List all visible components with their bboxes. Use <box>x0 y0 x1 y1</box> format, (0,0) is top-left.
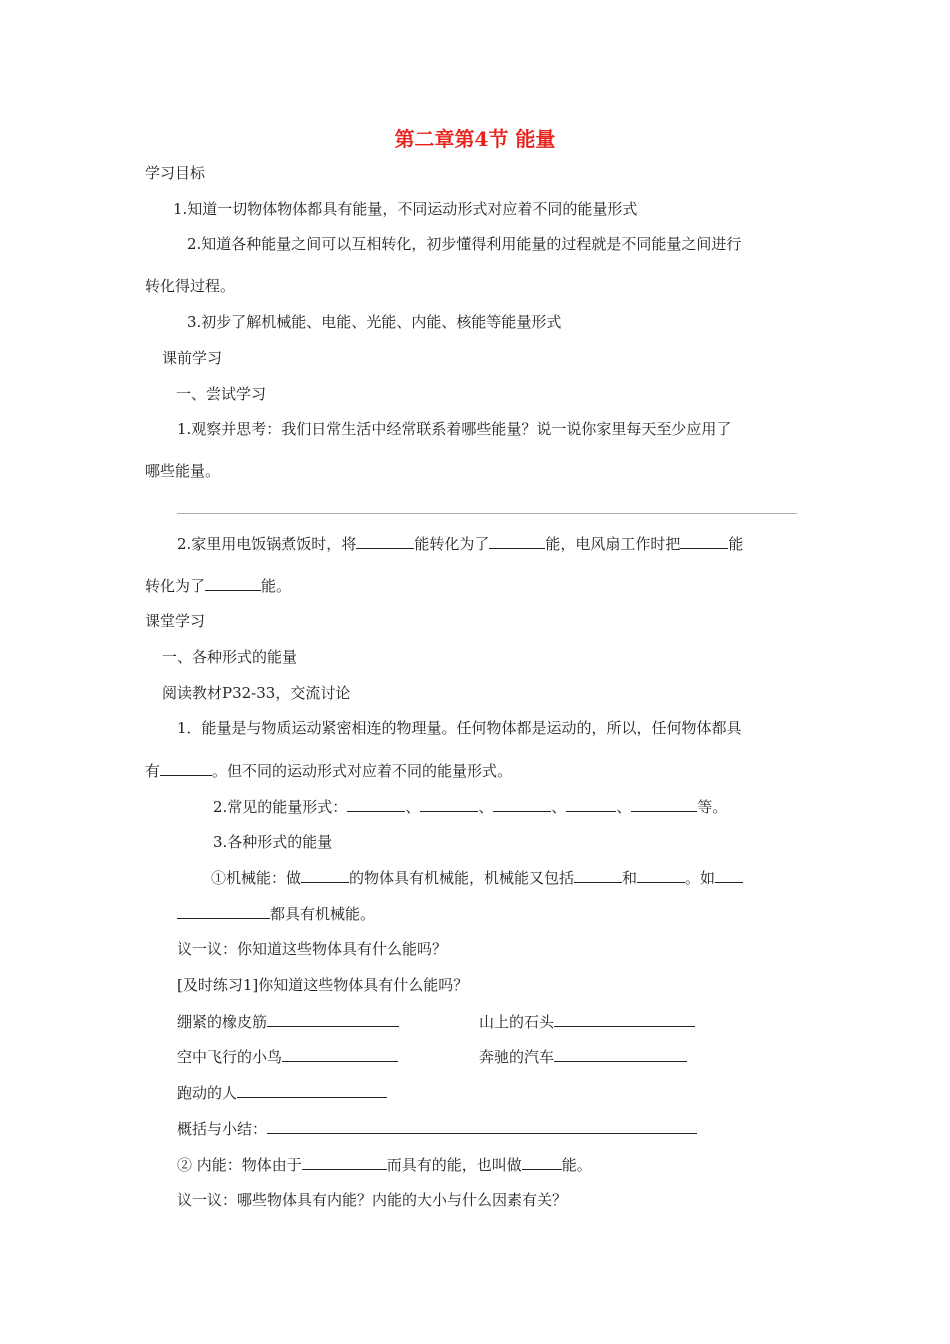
fill-blank[interactable] <box>237 1082 387 1098</box>
pre-heading: 课前学习 <box>162 349 223 367</box>
fill-blank[interactable] <box>554 1046 687 1062</box>
practice-1: [及时练习1]你知道这些物体具有什么能吗？ <box>177 976 469 994</box>
class-point-1-line2: 有 。但不同的运动形式对应着不同的能量形式。 <box>145 762 513 780</box>
fill-blank[interactable] <box>715 867 743 883</box>
answer-line <box>177 513 797 514</box>
pre-question-1-line2: 哪些能量。 <box>145 462 221 480</box>
fill-blank[interactable] <box>420 796 478 812</box>
mechanical-energy-line1: ①机械能：做 的物体具有机械能，机械能又包括 和 。如 <box>211 867 743 888</box>
discuss-1: 议一议：你知道这些物体具有什么能吗？ <box>177 940 448 958</box>
goals-heading: 学习目标 <box>145 164 206 182</box>
fill-blank[interactable] <box>347 796 405 812</box>
internal-energy: ② 内能：物体由于 而具有的能，也叫做 能。 <box>177 1156 592 1174</box>
fill-blank[interactable] <box>177 903 270 919</box>
fill-blank[interactable] <box>493 796 551 812</box>
fill-blank[interactable] <box>301 867 349 883</box>
fill-blank[interactable] <box>574 867 622 883</box>
class-point-3: 3.各种形式的能量 <box>213 833 333 851</box>
fill-blank[interactable] <box>267 1011 399 1027</box>
example-stone: 山上的石头 <box>479 1011 695 1032</box>
pre-subheading: 一、尝试学习 <box>176 385 267 403</box>
example-car: 奔驰的汽车 <box>479 1046 687 1067</box>
class-point-2: 2.常见的能量形式： 、 、 、 、 等。 <box>213 798 728 816</box>
fill-blank[interactable] <box>680 533 728 549</box>
fill-blank[interactable] <box>637 867 685 883</box>
goal-3: 3.初步了解机械能、电能、光能、内能、核能等能量形式 <box>187 313 562 331</box>
goal-2-line1: 2.知道各种能量之间可以互相转化，初步懂得利用能量的过程就是不同能量之间进行 <box>187 235 742 253</box>
class-heading: 课堂学习 <box>145 612 206 630</box>
fill-blank[interactable] <box>356 533 414 549</box>
pre-question-1-line1: 1.观察并思考：我们日常生活中经常联系着哪些能量？说一说你家里每天至少应用了 <box>177 420 732 438</box>
pre-question-2-line2: 转化为了 能。 <box>145 577 292 595</box>
example-rubber-band: 绷紧的橡皮筋 <box>177 1011 399 1032</box>
goal-2-line2: 转化得过程。 <box>145 277 236 295</box>
fill-blank[interactable] <box>566 796 616 812</box>
class-point-1-line1: 1．能量是与物质运动紧密相连的物理量。任何物体都是运动的，所以，任何物体都具 <box>177 719 742 737</box>
goal-1: 1.知道一切物体物体都具有能量，不同运动形式对应着不同的能量形式 <box>173 200 638 218</box>
example-person: 跑动的人 <box>177 1082 387 1103</box>
class-reading: 阅读教材P32-33，交流讨论 <box>162 684 351 702</box>
example-bird: 空中飞行的小鸟 <box>177 1046 398 1067</box>
pre-question-2-line1: 2.家里用电饭锅煮饭时，将 能转化为了 能，电风扇工作时把 能 <box>177 535 744 553</box>
fill-blank[interactable] <box>554 1011 695 1027</box>
discuss-2: 议一议：哪些物体具有内能？内能的大小与什么因素有关？ <box>177 1191 568 1209</box>
fill-blank[interactable] <box>522 1154 562 1170</box>
fill-blank[interactable] <box>205 575 261 591</box>
fill-blank[interactable] <box>302 1154 387 1170</box>
fill-blank[interactable] <box>489 533 545 549</box>
class-subheading: 一、各种形式的能量 <box>162 648 298 666</box>
fill-blank[interactable] <box>160 760 212 776</box>
fill-blank[interactable] <box>631 796 697 812</box>
fill-blank[interactable] <box>267 1118 697 1134</box>
mechanical-energy-line2: 都具有机械能。 <box>177 903 375 924</box>
summary: 概括与小结： <box>177 1118 697 1139</box>
fill-blank[interactable] <box>282 1046 398 1062</box>
page-title: 第二章第4节 能量 <box>394 127 556 151</box>
